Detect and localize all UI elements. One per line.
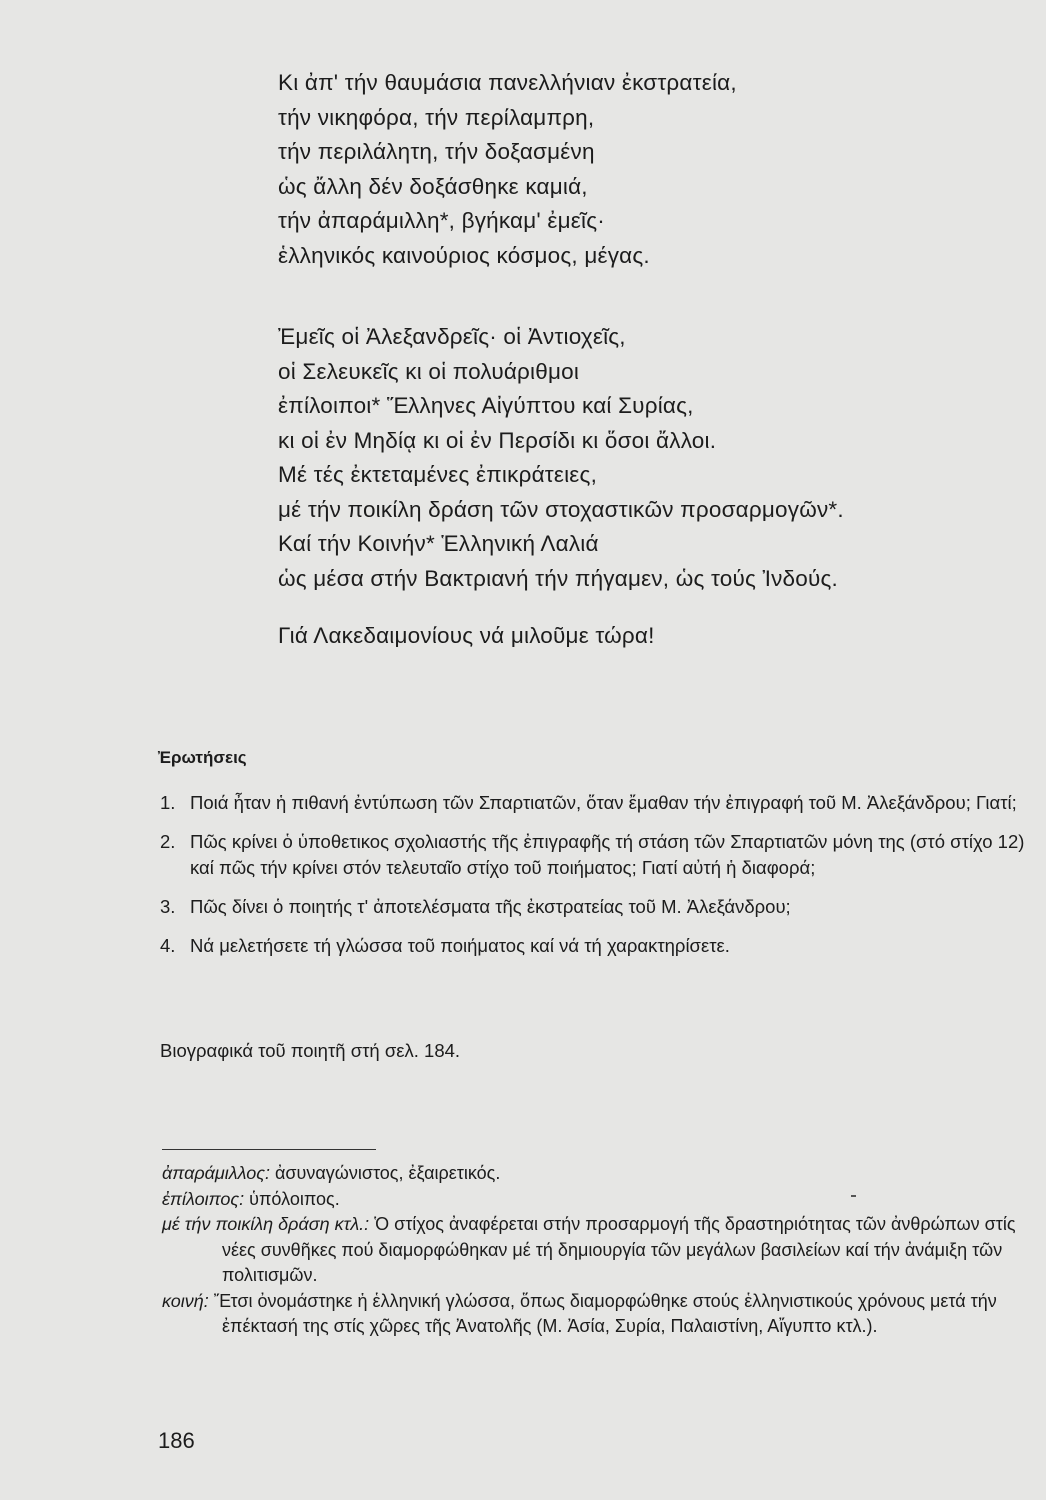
poem-line: μέ τήν ποικίλη δράση τῶν στοχαστικῶν προσαρμογῶν*. — [278, 496, 844, 522]
question-text: Πῶς δίνει ὁ ποιητής τ' ἀποτελέσματα τῆς ἐκστρατείας τοῦ Μ. Ἀλεξάνδρου; — [190, 896, 791, 917]
footnote-text: Ἔτσι ὀνομάστηκε ἡ ἑλληνική γλώσσα, ὅπως διαμορφώθηκε στούς ἑλληνιστικούς χρόνους μετά τήν ἐπέκτασή της στίς χῶρες τῆς Ἀνατολῆς (Μ. Ἀσία, Συρία, Παλαιστίνη, Αἴγυπτο κτλ.). — [213, 1290, 997, 1336]
question-number: 1. — [160, 792, 176, 813]
footnote-term: κοινή: — [162, 1290, 209, 1311]
footnote-text: ὑπόλοιπος. — [249, 1188, 340, 1209]
poem-stanza-2 — [278, 320, 844, 596]
poem-line: ἑλληνικός καινούριος κόσμος, μέγας. — [278, 242, 650, 268]
footnote-text: Ὁ στίχος ἀναφέρεται στήν προσαρμογή τῆς δραστηριότητας τῶν ἀνθρώπων στίς νέες συνθῆκες πού διαμορφώθηκαν μέ τή δημιουργία τῶν μεγάλων βασιλείων καί τήν ἀνάμιξη τῶν πολιτισμῶν. — [222, 1214, 1016, 1285]
poem-line: ὡς ἄλλη δέν δοξάσθηκε καμιά, — [278, 173, 588, 199]
question-number: 2. — [160, 831, 176, 852]
poem-stanza-1 — [278, 66, 737, 273]
footnote-term: ἀπαράμιλλος: — [162, 1163, 270, 1183]
footnote — [162, 1187, 1034, 1213]
poem-line: οἱ Σελευκεῖς κι οἱ πολυάριθμοι — [278, 358, 580, 384]
print-speck — [851, 1195, 856, 1197]
footnote-term: μέ τήν ποικίλη δράση κτλ.: — [162, 1214, 370, 1234]
questions-heading: Ἐρωτήσεις — [158, 748, 247, 767]
page-number: 186 — [158, 1428, 195, 1453]
question-text: Νά μελετήσετε τή γλώσσα τοῦ ποιήματος καί νά τή χαρακτηρίσετε. — [190, 935, 730, 956]
footnote-divider — [162, 1149, 376, 1150]
question-text: Πῶς κρίνει ὁ ὑποθετικος σχολιαστής τῆς ἐπιγραφῆς τή στάση τῶν Σπαρτιατῶν μόνη της (στό στίχο 12) καί πῶς τήν κρίνει στόν τελευταῖο στίχο τοῦ ποιήματος; Γιατί αὐτή ἡ διαφορά; — [190, 831, 1025, 878]
questions-list — [160, 790, 1030, 972]
poem-stanza-3 — [278, 619, 655, 654]
question-number: 4. — [160, 935, 176, 956]
footnote — [162, 1289, 1034, 1340]
poem-line: ἐπίλοιποι* Ἕλληνες Αἰγύπτου καί Συρίας, — [278, 393, 694, 418]
poem-line: Ἐμεῖς οἱ Ἀλεξανδρεῖς· οἱ Ἀντιοχεῖς, — [278, 324, 626, 349]
footnotes — [162, 1161, 1034, 1340]
question-item — [160, 829, 1030, 881]
poem-line: Κι ἀπ' τήν θαυμάσια πανελλήνιαν ἐκστρατεία, — [278, 70, 737, 95]
footnote-term: ἐπίλοιπος: — [162, 1188, 245, 1209]
poem-line: Μέ τές ἐκτεταμένες ἐπικράτειες, — [278, 462, 598, 487]
question-number: 3. — [160, 896, 176, 917]
question-item — [160, 933, 1030, 959]
poem-line: Καί τήν Κοινήν* Ἑλληνική Λαλιά — [278, 531, 599, 556]
poem-line: κι οἱ ἐν Μηδίᾳ κι οἱ ἐν Περσίδι κι ὅσοι ἄλλοι. — [278, 427, 717, 453]
footnote — [162, 1161, 1034, 1187]
poem-line: τήν νικηφόρα, τήν περίλαμπρη, — [278, 104, 595, 130]
poem-line: τήν περιλάλητη, τήν δοξασμένη — [278, 139, 595, 164]
question-text: Ποιά ἦταν ἡ πιθανή ἐντύπωση τῶν Σπαρτιατῶν, ὅταν ἔμαθαν τήν ἐπιγραφή τοῦ Μ. Ἀλεξάνδρου; Γιατί; — [190, 792, 1017, 813]
poem-line: Γιά Λακεδαιμονίους νά μιλοῦμε τώρα! — [278, 623, 655, 648]
poem-line: ὡς μέσα στήν Βακτριανή τήν πήγαμεν, ὡς τούς Ἰνδούς. — [278, 565, 838, 591]
footnote — [162, 1212, 1034, 1289]
poem-line: τήν ἀπαράμιλλη*, βγήκαμ' ἐμεῖς· — [278, 208, 605, 233]
question-item — [160, 894, 1030, 920]
question-item — [160, 790, 1030, 816]
bio-note: Βιογραφικά τοῦ ποιητῆ στή σελ. 184. — [160, 1040, 461, 1061]
footnote-text: ἀσυναγώνιστος, ἐξαιρετικός. — [275, 1163, 501, 1183]
